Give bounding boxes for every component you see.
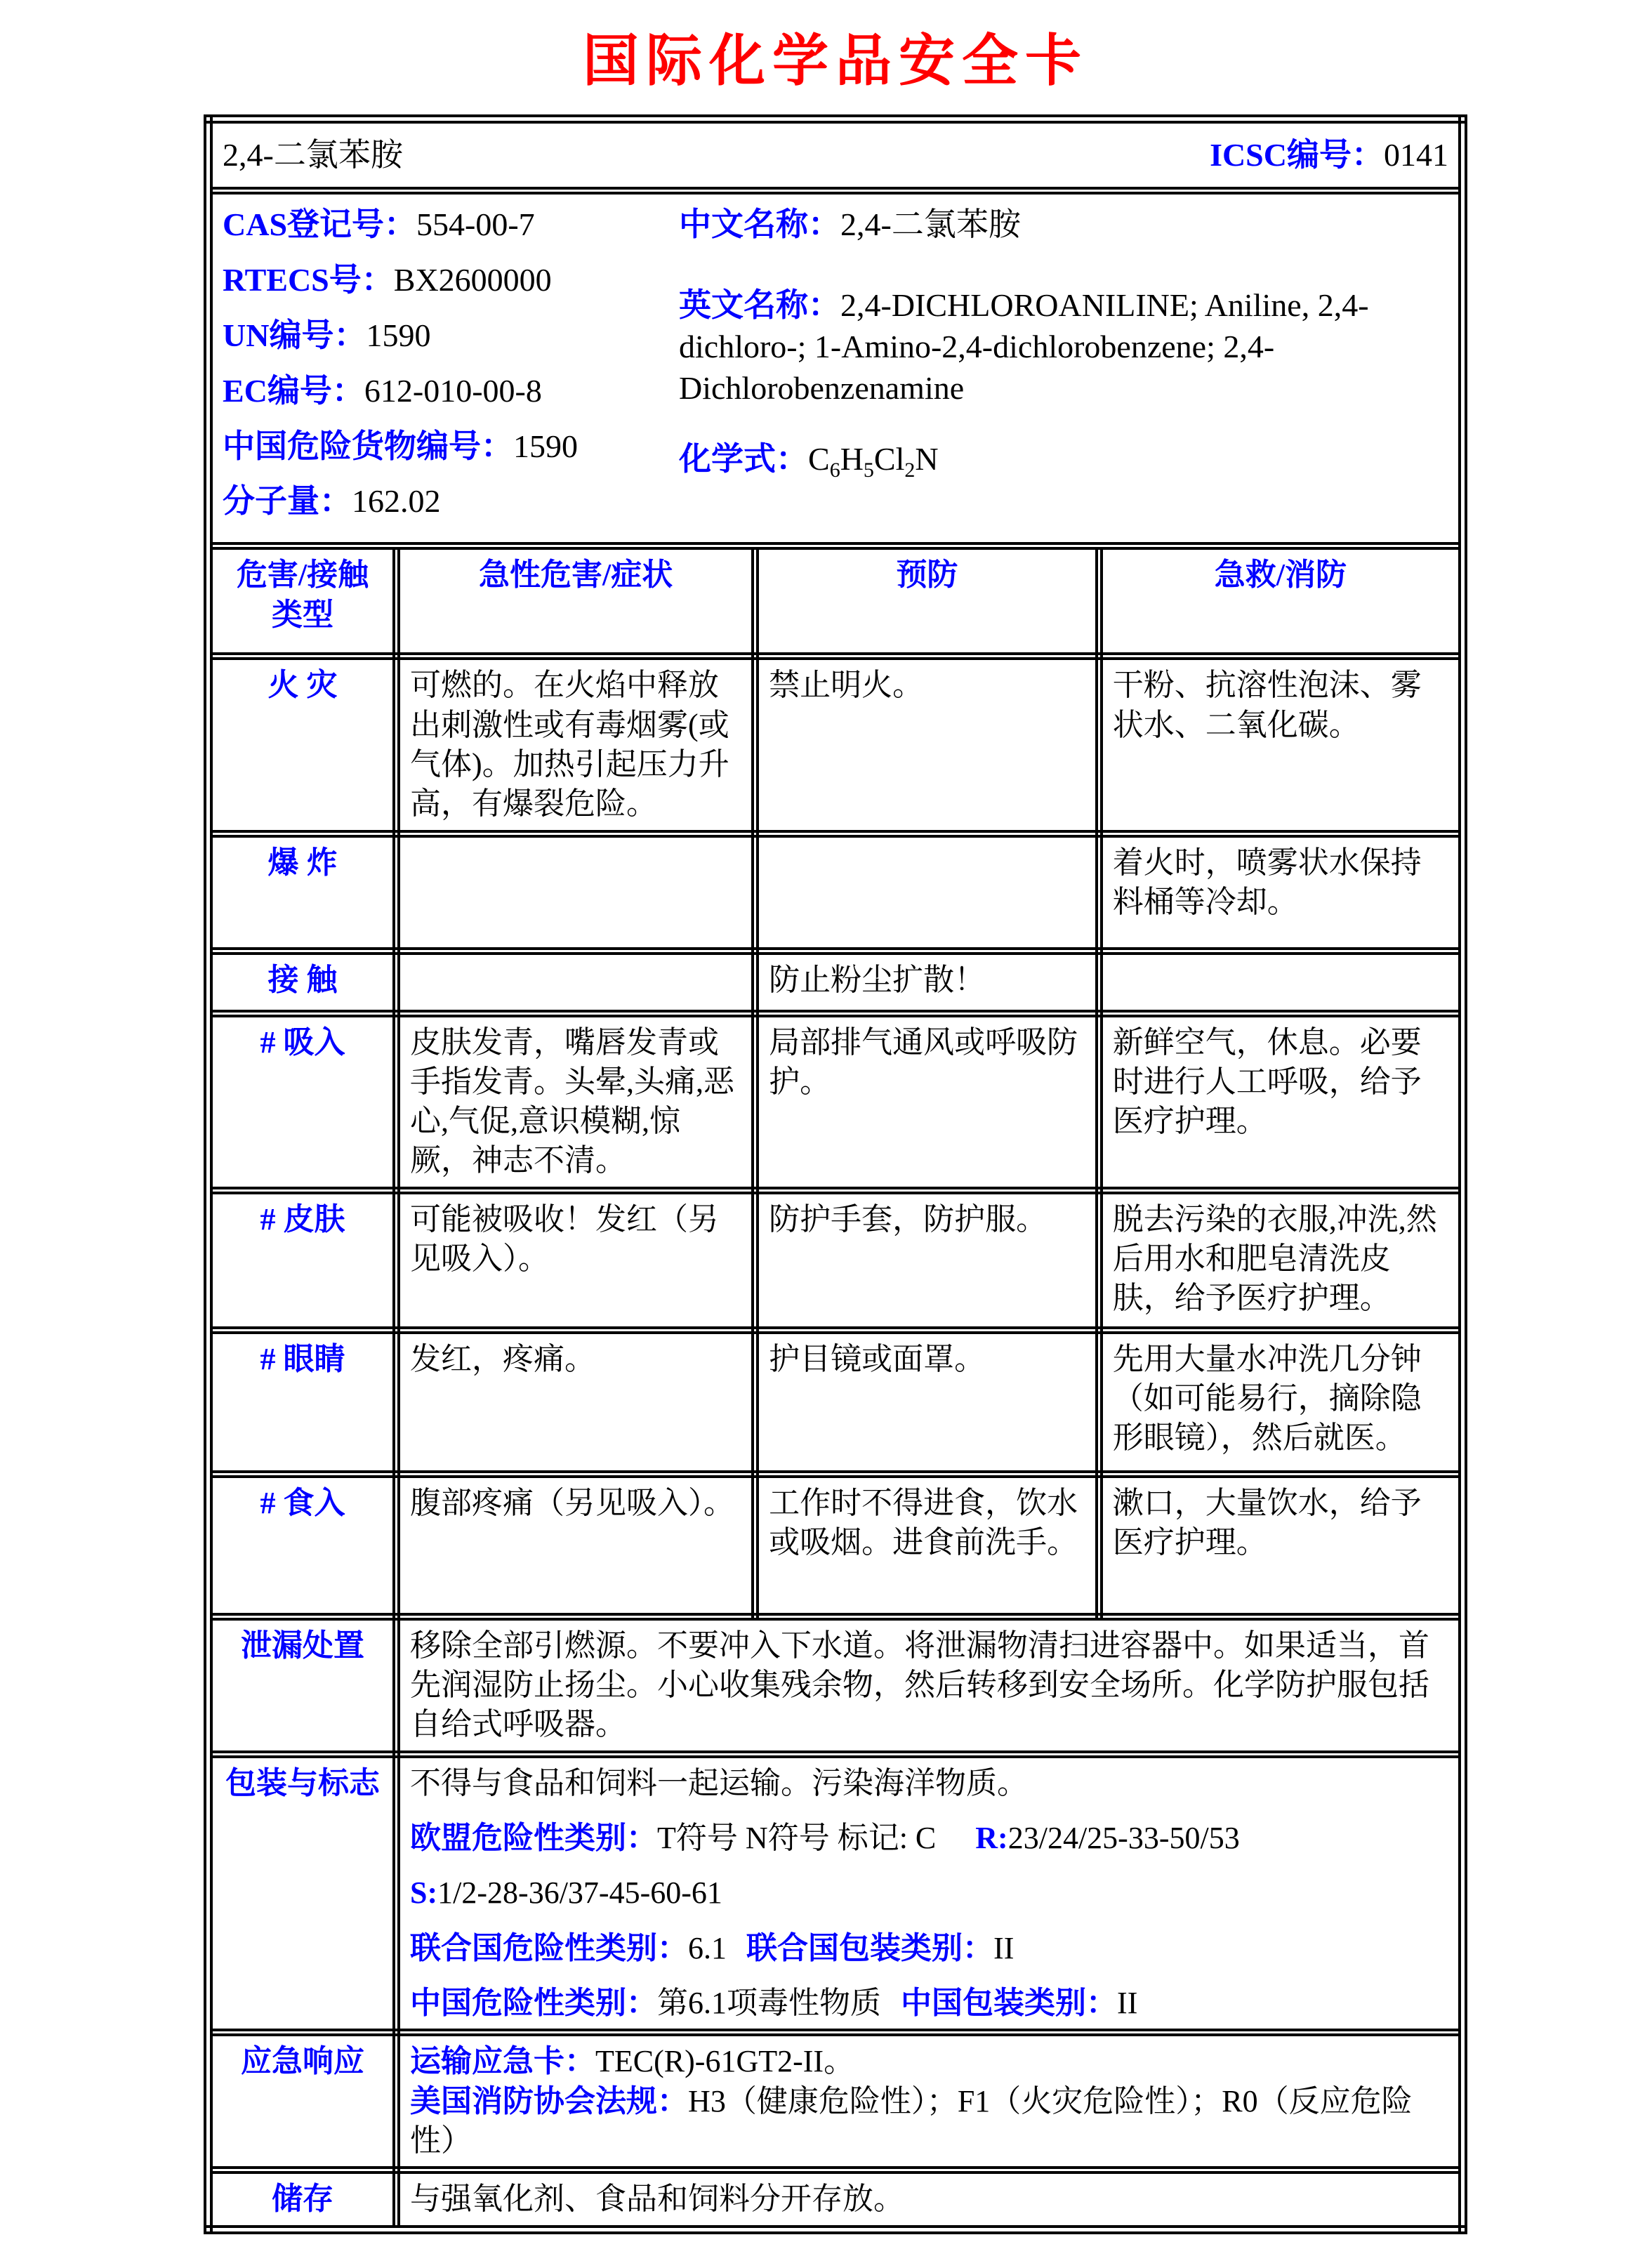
spill-text-cell: 移除全部引燃源。不要冲入下水道。将泄漏物清扫进容器中。如果适当，首先润湿防止扬尘。小心收集残余物，然后转移到安全场所。化学防护服包括自给式呼吸器。 [397,1616,1463,1754]
hazard-row-fire [209,657,1463,833]
un-pack-value: II [993,1930,1015,1965]
card-header-row [209,119,1463,191]
column-header-symptoms: 急性危害/症状 [397,546,755,657]
s-phrases-value: 1/2-28-36/37-45-60-61 [437,1875,722,1911]
ingestion-prevention-cell: 工作时不得进食，饮水或吸烟。进食前洗手。 [755,1474,1099,1616]
safety-card-table [204,114,1467,2234]
packaging-eu-line [410,1819,1448,1858]
un-label: UN编号： [223,317,366,353]
hazard-row-ingestion [209,1474,1463,1616]
un-line [223,315,672,357]
formula-value: $C_6H_5Cl_2N$ [808,440,939,482]
formula-line [679,439,1448,484]
rtecs-label: RTECS号： [223,261,394,298]
explosion-firstaid-cell: 着火时，喷雾状水保持料桶等冷却。 [1099,833,1462,951]
tec-label: 运输应急卡： [410,2044,596,2079]
formula-label: 化学式： [679,440,808,477]
cas-label: CAS登记号： [223,206,417,242]
eyes-firstaid-cell: 先用大量水冲洗几分钟（如可能易行，摘除隐形眼镜），然后就医。 [1099,1330,1462,1474]
mw-label: 分子量： [223,483,352,520]
row-label-ingestion: # 食入 [209,1474,397,1616]
cn-pack-label: 中国包装类别： [901,1985,1118,2020]
ec-line [223,371,672,412]
card-header-cell [209,119,1463,191]
en-name-value: 2,4-DICHLOROANILINE; Aniline, 2,4-dichloro-; 1-Amino-2,4-dichlorobenzene; 2,4-Dichlorobenzenamine [679,286,1369,406]
packaging-un-line [410,1929,1448,1968]
ingestion-symptoms-cell: 腹部疼痛（另见吸入）。 [397,1474,755,1616]
row-label-fire: 火 灾 [209,657,397,833]
skin-firstaid-cell: 脱去污染的衣服,冲洗,然后用水和肥皂清洗皮肤，给予医疗护理。 [1099,1190,1462,1330]
contact-prevention-cell: 防止粉尘扩散！ [755,951,1099,1013]
mw-line [223,481,672,522]
column-header-type: 危害/接触 类型 [209,546,397,657]
row-label-packaging: 包装与标志 [209,1754,397,2033]
row-label-storage: 储存 [209,2170,397,2229]
un-class-value: 6.1 [688,1930,727,1965]
cn-name-line [679,204,1448,246]
row-label-spill: 泄漏处置 [209,1616,397,1754]
cas-value: 554-00-7 [416,206,535,242]
en-name-line [679,285,1448,409]
icsc-label: ICSC编号： [1210,136,1384,173]
r-phrases-value: 23/24/25-33-50/53 [1007,1821,1240,1855]
china-dg-line [223,426,672,468]
icsc-number: 0141 [1384,136,1448,173]
spill-row [209,1616,1463,1754]
eyes-symptoms-cell: 发红，疼痛。 [397,1330,755,1474]
cn-name-value: 2,4-二氯苯胺 [840,206,1021,242]
inhalation-firstaid-cell: 新鲜空气，休息。必要时进行人工呼吸，给予医疗护理。 [1099,1013,1462,1190]
cn-name-label: 中文名称： [679,206,840,242]
un-value: 1590 [366,317,431,353]
packaging-transport-note: 不得与食品和饲料一起运输。污染海洋物质。 [410,1765,1029,1800]
identifiers-right-column [672,200,1448,536]
emergency-row [209,2033,1463,2170]
eu-class-value: T符号 N符号 标记: C [657,1821,937,1855]
mw-value: 162.02 [352,483,441,520]
un-class-label: 联合国危险性类别： [410,1930,689,1965]
packaging-row [209,1754,1463,2033]
row-label-inhalation: # 吸入 [209,1013,397,1190]
ingestion-firstaid-cell: 漱口，大量饮水，给予医疗护理。 [1099,1474,1462,1616]
icsc-number-group [1210,135,1448,176]
identifiers-left-column [223,200,672,536]
un-pack-label: 联合国包装类别： [746,1930,994,1965]
cn-class-value: 第6.1项毒性物质 [657,1985,882,2020]
r-phrases-label: R: [975,1821,1008,1855]
eu-class-label: 欧盟危险性类别： [410,1821,658,1855]
packaging-content-cell [397,1754,1463,2033]
emergency-content-cell [397,2033,1463,2170]
china-dg-label: 中国危险货物编号： [223,428,513,464]
ec-value: 612-010-00-8 [364,372,542,409]
explosion-prevention-cell [755,833,1099,951]
row-label-skin: # 皮肤 [209,1190,397,1330]
contact-firstaid-cell [1099,951,1462,1013]
row-label-eyes: # 眼睛 [209,1330,397,1474]
hazard-row-inhalation [209,1013,1463,1190]
nfpa-value: H3（健康危险性）；F1（火灾危险性）；R0（反应危险性） [410,2083,1413,2158]
identifiers-row [209,191,1463,546]
ec-label: EC编号： [223,372,364,409]
cn-pack-value: II [1117,1985,1138,2020]
page-title: 国际化学品安全卡 [583,31,1088,93]
column-header-prevention: 预防 [755,546,1099,657]
fire-symptoms-cell: 可燃的。在火焰中释放出刺激性或有毒烟雾(或气体)。加热引起压力升高，有爆裂危险。 [397,657,755,833]
emergency-tec-line [410,2042,1448,2081]
hazard-row-contact [209,951,1463,1013]
hazard-row-skin [209,1190,1463,1330]
s-phrases-label: S: [410,1875,438,1911]
cas-line [223,204,672,246]
eyes-prevention-cell: 护目镜或面罩。 [755,1330,1099,1474]
row-label-emergency: 应急响应 [209,2033,397,2170]
row-label-contact: 接 触 [209,951,397,1013]
contact-symptoms-cell [397,951,755,1013]
rtecs-value: BX2600000 [393,261,552,298]
identifiers-cell [209,191,1463,546]
tec-value: TEC(R)-61GT2-II。 [595,2044,855,2079]
fire-prevention-cell: 禁止明火。 [755,657,1099,833]
inhalation-prevention-cell: 局部排气通风或呼吸防护。 [755,1013,1099,1190]
chemical-name: 2,4-二氯苯胺 [223,136,403,173]
hazard-row-eyes [209,1330,1463,1474]
hazard-header-row [209,546,1463,657]
explosion-symptoms-cell [397,833,755,951]
hazard-row-explosion [209,833,1463,951]
storage-text-cell: 与强氧化剂、食品和饲料分开存放。 [397,2170,1463,2229]
packaging-cn-line [410,1984,1448,2023]
row-label-explosion: 爆 炸 [209,833,397,951]
storage-row [209,2170,1463,2229]
packaging-s-line [410,1873,1448,1913]
china-dg-value: 1590 [513,428,578,464]
fire-firstaid-cell: 干粉、抗溶性泡沫、雾状水、二氧化碳。 [1099,657,1462,833]
skin-prevention-cell: 防护手套，防护服。 [755,1190,1099,1330]
inhalation-symptoms-cell: 皮肤发青，嘴唇发青或手指发青。头晕,头痛,恶心,气促,意识模糊,惊厥，神志不清。 [397,1013,755,1190]
rtecs-line [223,260,672,301]
cn-class-label: 中国危险性类别： [410,1985,658,2020]
en-name-label: 英文名称： [679,286,840,323]
column-header-firstaid: 急救/消防 [1099,546,1462,657]
nfpa-label: 美国消防协会法规： [410,2083,689,2118]
skin-symptoms-cell: 可能被吸收！发红（另见吸入）。 [397,1190,755,1330]
emergency-nfpa-line [410,2082,1448,2161]
